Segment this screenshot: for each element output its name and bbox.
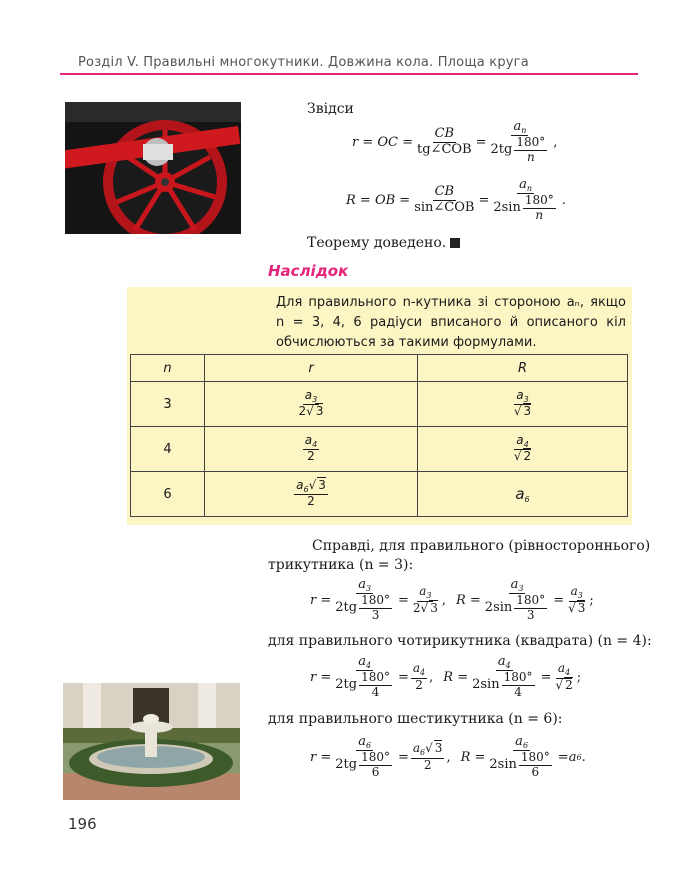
radius-formulas-table <box>130 354 628 517</box>
locomotive-wheel-photo <box>65 102 241 234</box>
indeed-line-2: трикутника (n = 3): <box>268 557 414 573</box>
chapter-header: Розділ V. Правильні многокутники. Довжина кола. Площа круга <box>78 55 529 70</box>
table-header-r: r <box>205 355 418 382</box>
formula-R-general: R = OB = $\frac{CB}{\text{sin∠COB}}$ = $a_n$ 2sin $\frac{180^\circ}{n}$ . <box>346 177 566 222</box>
qed-square-icon <box>450 238 460 248</box>
table-header-n: n <box>131 355 205 382</box>
conclusion-text: Теорему доведено. <box>307 235 447 251</box>
proof-conclusion <box>307 235 460 251</box>
header-rule <box>60 73 638 75</box>
table-row: 3 $\frac{a_3}{2√ 3}$ $\frac{a_3}{√ 3}$ <box>131 382 628 427</box>
table-header-R: R <box>418 355 628 382</box>
indeed-square: для правильного чотирикутника (квадрата) (n = 4): <box>268 633 652 649</box>
fountain-photo <box>63 683 240 800</box>
corollary-title: Наслідок <box>268 262 349 280</box>
formula-triangle: r = $a_3$ 2tg $\frac{180^\circ}{3}$ = $\frac{a_3}{2√ 3}$ , R = $a_3$ 2sin $\frac{180^\circ}{3}$ = $\frac{a_3}{√ 3}$ ; <box>310 577 594 622</box>
corollary-text: Для правильного n-кутника зі стороною aₙ, якщо n = 3, 4, 6 радіуси вписаного й описаного кіл обчислюються за такими формулами. <box>276 295 626 350</box>
table-row: 4 $\frac{a_4}{2}$ $\frac{a_4}{√ 2}$ <box>131 427 628 472</box>
formula-r-general: r = OC = $\frac{CB}{\text{tg∠COB}}$ = $a_n$ 2tg $\frac{180^\circ}{n}$ , <box>352 119 558 164</box>
page-number: 196 <box>68 815 97 833</box>
formula-hexagon: r = $a_6$ 2tg $\frac{180^\circ}{6}$ = $\frac{a_6√ 3}{2}$ , R = $a_6$ 2sin $\frac{180^\circ}{6}$ = a 6 . <box>310 734 586 779</box>
table-row: 6 $\frac{a_6√ 3}{2}$ $a_6$ <box>131 472 628 517</box>
indeed-hexagon: для правильного шестикутника (n = 6): <box>268 711 563 727</box>
formula-square: r = $a_4$ 2tg $\frac{180^\circ}{4}$ = $\frac{a_4}{2}$ , R = $a_4$ 2sin $\frac{180^\circ}{4}$ = $\frac{a_4}{√ 2}$ ; <box>310 654 582 699</box>
indeed-line-1: Справді, для правильного (рівностороннього) <box>312 538 651 554</box>
proof-intro: Звідси <box>307 101 354 117</box>
